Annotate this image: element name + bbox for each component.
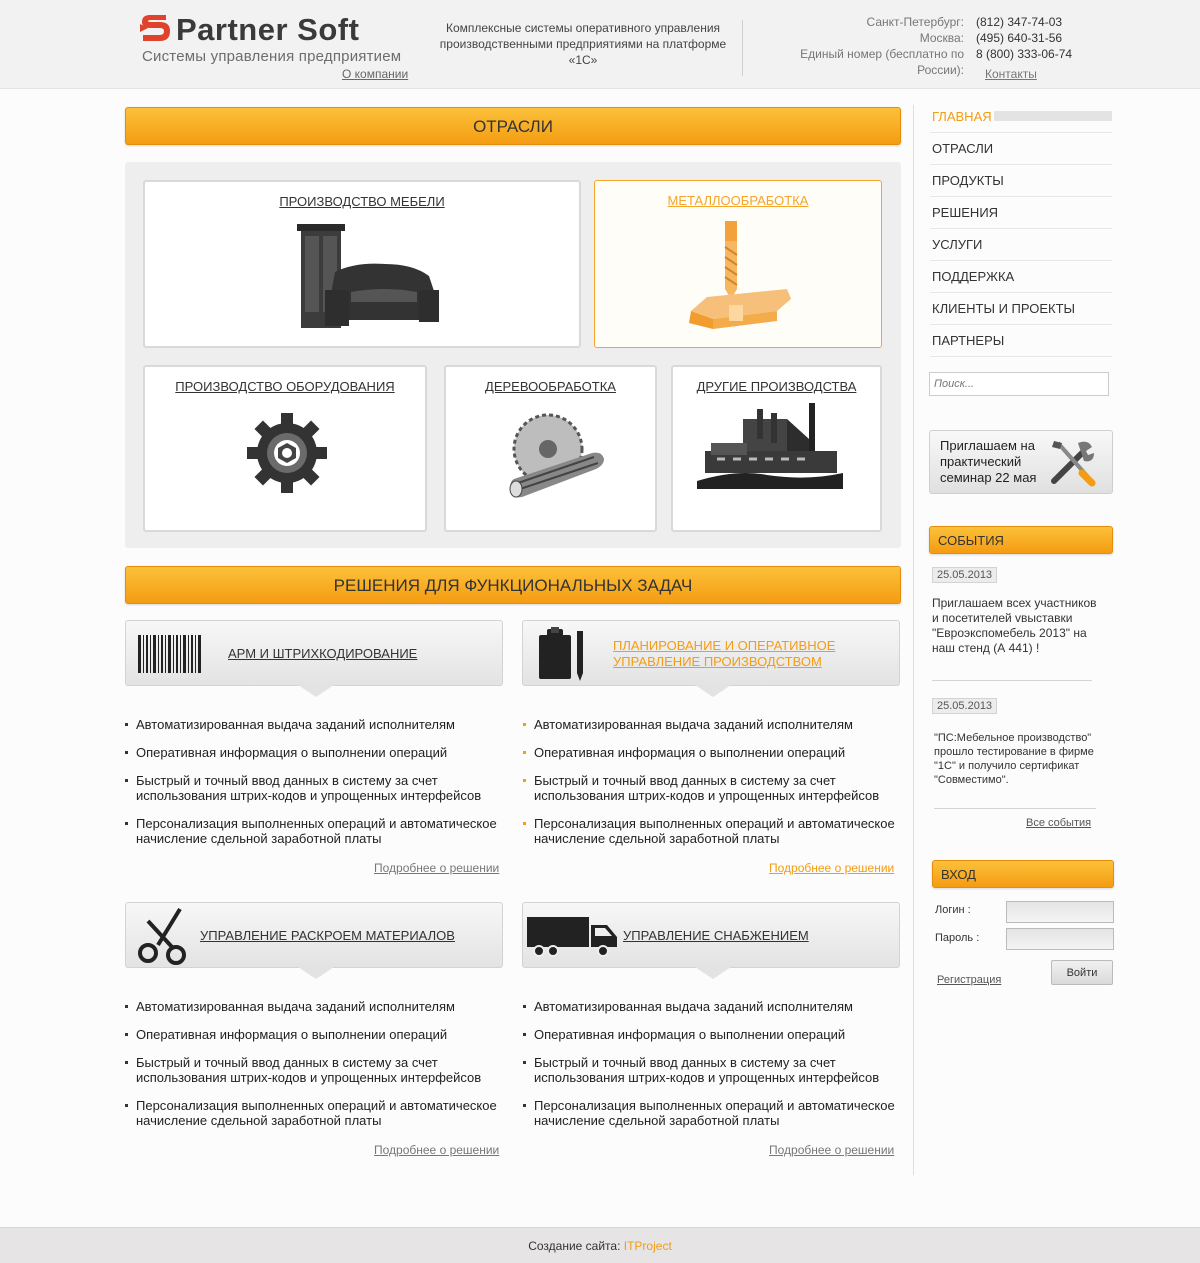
event-date: 25.05.2013	[932, 567, 997, 583]
solution-more-link[interactable]: Подробнее о решении	[374, 861, 500, 875]
about-link[interactable]: О компании	[342, 67, 409, 81]
solution-card-cutting[interactable]	[125, 902, 503, 968]
list-item: Автоматизированная выдача заданий исполнителям	[125, 999, 503, 1014]
event-text[interactable]: "ПС:Мебельное производство" прошло тестирование в фирме "1С" и получило сертификат "Совместимо".	[934, 732, 1094, 786]
industry-card-metalworking[interactable]	[594, 180, 882, 348]
list-item: Персонализация выполненных операций и автоматическое начисление сдельной заработной платы	[523, 1098, 901, 1128]
scissors-icon	[136, 907, 192, 965]
solution-more-link[interactable]: Подробнее о решении	[769, 1143, 895, 1157]
solution-card-supply[interactable]	[522, 902, 900, 968]
solution-more-link[interactable]: Подробнее о решении	[769, 861, 895, 875]
saw-icon	[508, 413, 608, 499]
truck-icon	[527, 915, 619, 959]
all-events-link[interactable]: Все события	[1026, 817, 1092, 829]
solution-title[interactable]: УПРАВЛЕНИЕ РАСКРОЕМ МАТЕРИАЛОВ	[200, 928, 455, 943]
nav-item-services[interactable]: УСЛУГИ	[930, 229, 1112, 261]
logo-tagline: Системы управления предприятием	[142, 48, 402, 65]
solutions-header: РЕШЕНИЯ ДЛЯ ФУНКЦИОНАЛЬНЫХ ЗАДАЧ	[125, 566, 901, 604]
solution-card-barcode[interactable]	[125, 620, 503, 686]
login-label: Логин :	[935, 904, 971, 916]
industry-card-furniture[interactable]	[143, 180, 581, 348]
footer-brand-link[interactable]: ITProject	[623, 1239, 672, 1253]
list-item: Быстрый и точный ввод данных в систему за счет использования штрих-кодов и упрощенных интерфейсов	[125, 1055, 503, 1085]
nav-item-solutions[interactable]: РЕШЕНИЯ	[930, 197, 1112, 229]
solution-title[interactable]: УПРАВЛЕНИЕ СНАБЖЕНИЕМ	[623, 928, 809, 943]
nav-item-support[interactable]: ПОДДЕРЖКА	[930, 261, 1112, 293]
event-text[interactable]: Приглашаем всех участников и посетителей vвыставки "Евроэкспомебель 2013" на наш стенд (А 441) !	[932, 596, 1097, 655]
industries-header: ОТРАСЛИ	[125, 107, 901, 145]
clipboard-icon	[537, 625, 589, 683]
solution-bullets	[125, 717, 503, 859]
solution-bullets	[125, 999, 503, 1141]
site-header	[0, 0, 1200, 89]
barcode-icon	[138, 635, 202, 675]
card-notch	[695, 967, 731, 979]
list-item: Быстрый и точный ввод данных в систему за счет использования штрих-кодов и упрощенных интерфейсов	[523, 773, 901, 803]
phone-number: (812) 347-74-03	[976, 15, 1063, 29]
industry-title[interactable]: ДРУГИЕ ПРОИЗВОДСТВА	[696, 379, 857, 394]
furniture-icon	[295, 224, 443, 332]
list-item: Автоматизированная выдача заданий исполнителям	[523, 717, 901, 732]
register-link[interactable]: Регистрация	[937, 974, 1002, 986]
list-item: Персонализация выполненных операций и автоматическое начисление сдельной заработной платы	[125, 1098, 503, 1128]
industry-title[interactable]: МЕТАЛЛООБРАБОТКА	[667, 193, 809, 208]
gear-icon	[245, 411, 329, 495]
industry-title[interactable]: ДЕРЕВООБРАБОТКА	[485, 379, 616, 394]
phone-number: (495) 640-31-56	[976, 31, 1063, 45]
list-item: Автоматизированная выдача заданий исполнителям	[523, 999, 901, 1014]
nav-item-products[interactable]: ПРОДУКТЫ	[930, 165, 1112, 197]
factory-icon	[697, 399, 843, 495]
phone-city: Санкт-Петербург:	[866, 15, 964, 29]
solution-card-planning[interactable]	[522, 620, 900, 686]
industry-card-woodworking[interactable]	[444, 365, 657, 532]
industry-card-other[interactable]	[671, 365, 882, 532]
list-item: Персонализация выполненных операций и автоматическое начисление сдельной заработной платы	[125, 816, 503, 846]
phone-number: 8 (800) 333-06-74	[976, 47, 1073, 61]
login-header: ВХОД	[932, 860, 1114, 888]
nav-item-partners[interactable]: ПАРТНЕРЫ	[930, 325, 1112, 357]
header-tagline: Комплексные системы оперативного управления производственными предприятиями на платформе «1С»	[439, 21, 727, 67]
seminar-banner[interactable]	[929, 430, 1113, 494]
event-date: 25.05.2013	[932, 698, 997, 714]
contacts-link[interactable]: Контакты	[985, 67, 1037, 81]
solution-title[interactable]: ПЛАНИРОВАНИЕ И ОПЕРАТИВНОЕ УПРАВЛЕНИЕ ПРОИЗВОДСТВОМ	[613, 638, 836, 669]
list-item: Быстрый и точный ввод данных в систему за счет использования штрих-кодов и упрощенных интерфейсов	[523, 1055, 901, 1085]
list-item: Персонализация выполненных операций и автоматическое начисление сдельной заработной платы	[523, 816, 901, 846]
list-item: Оперативная информация о выполнении операций	[523, 1027, 901, 1042]
phone-city: Москва:	[919, 31, 964, 45]
card-notch	[298, 967, 334, 979]
industries-panel	[125, 162, 901, 548]
login-field[interactable]	[1006, 901, 1114, 923]
card-notch	[298, 685, 334, 697]
site-footer	[0, 1227, 1200, 1263]
solution-title[interactable]: АРМ И ШТРИХКОДИРОВАНИЕ	[228, 646, 418, 661]
tools-icon	[1048, 437, 1098, 487]
list-item: Автоматизированная выдача заданий исполнителям	[125, 717, 503, 732]
password-label: Пароль :	[935, 932, 980, 944]
events-header: СОБЫТИЯ	[929, 526, 1113, 554]
header-divider	[742, 20, 743, 76]
logo-mark-icon	[140, 12, 170, 44]
industry-title[interactable]: ПРОИЗВОДСТВО МЕБЕЛИ	[279, 194, 445, 209]
search-input[interactable]	[929, 372, 1109, 396]
password-field[interactable]	[1006, 928, 1114, 950]
nav-item-clients[interactable]: КЛИЕНТЫ И ПРОЕКТЫ	[930, 293, 1112, 325]
footer-credit: Создание сайта:	[528, 1239, 621, 1253]
event-divider	[932, 680, 1092, 681]
logo-brand: Partner Soft	[176, 12, 360, 47]
sidebar-divider	[913, 105, 914, 1175]
nav-item-home[interactable]: ГЛАВНАЯ	[930, 101, 1112, 133]
seminar-text: Приглашаем на практический семинар 22 мая	[940, 438, 1037, 485]
solution-bullets	[523, 717, 901, 859]
nav-item-industries[interactable]: ОТРАСЛИ	[930, 133, 1112, 165]
phone-city: Единый номер (бесплатно по России):	[800, 47, 964, 77]
main-nav	[930, 101, 1112, 357]
solution-more-link[interactable]: Подробнее о решении	[374, 1143, 500, 1157]
login-button[interactable]: Войти	[1051, 960, 1113, 985]
list-item: Быстрый и точный ввод данных в систему за счет использования штрих-кодов и упрощенных интерфейсов	[125, 773, 503, 803]
phone-row	[760, 30, 1072, 46]
list-item: Оперативная информация о выполнении операций	[125, 1027, 503, 1042]
solution-bullets	[523, 999, 901, 1141]
list-item: Оперативная информация о выполнении операций	[523, 745, 901, 760]
drill-icon	[685, 219, 795, 331]
list-item: Оперативная информация о выполнении операций	[125, 745, 503, 760]
industry-card-equipment[interactable]	[143, 365, 427, 532]
event-divider	[934, 808, 1096, 809]
phone-row	[760, 14, 1072, 30]
card-notch	[695, 685, 731, 697]
industry-title[interactable]: ПРОИЗВОДСТВО ОБОРУДОВАНИЯ	[175, 379, 395, 394]
